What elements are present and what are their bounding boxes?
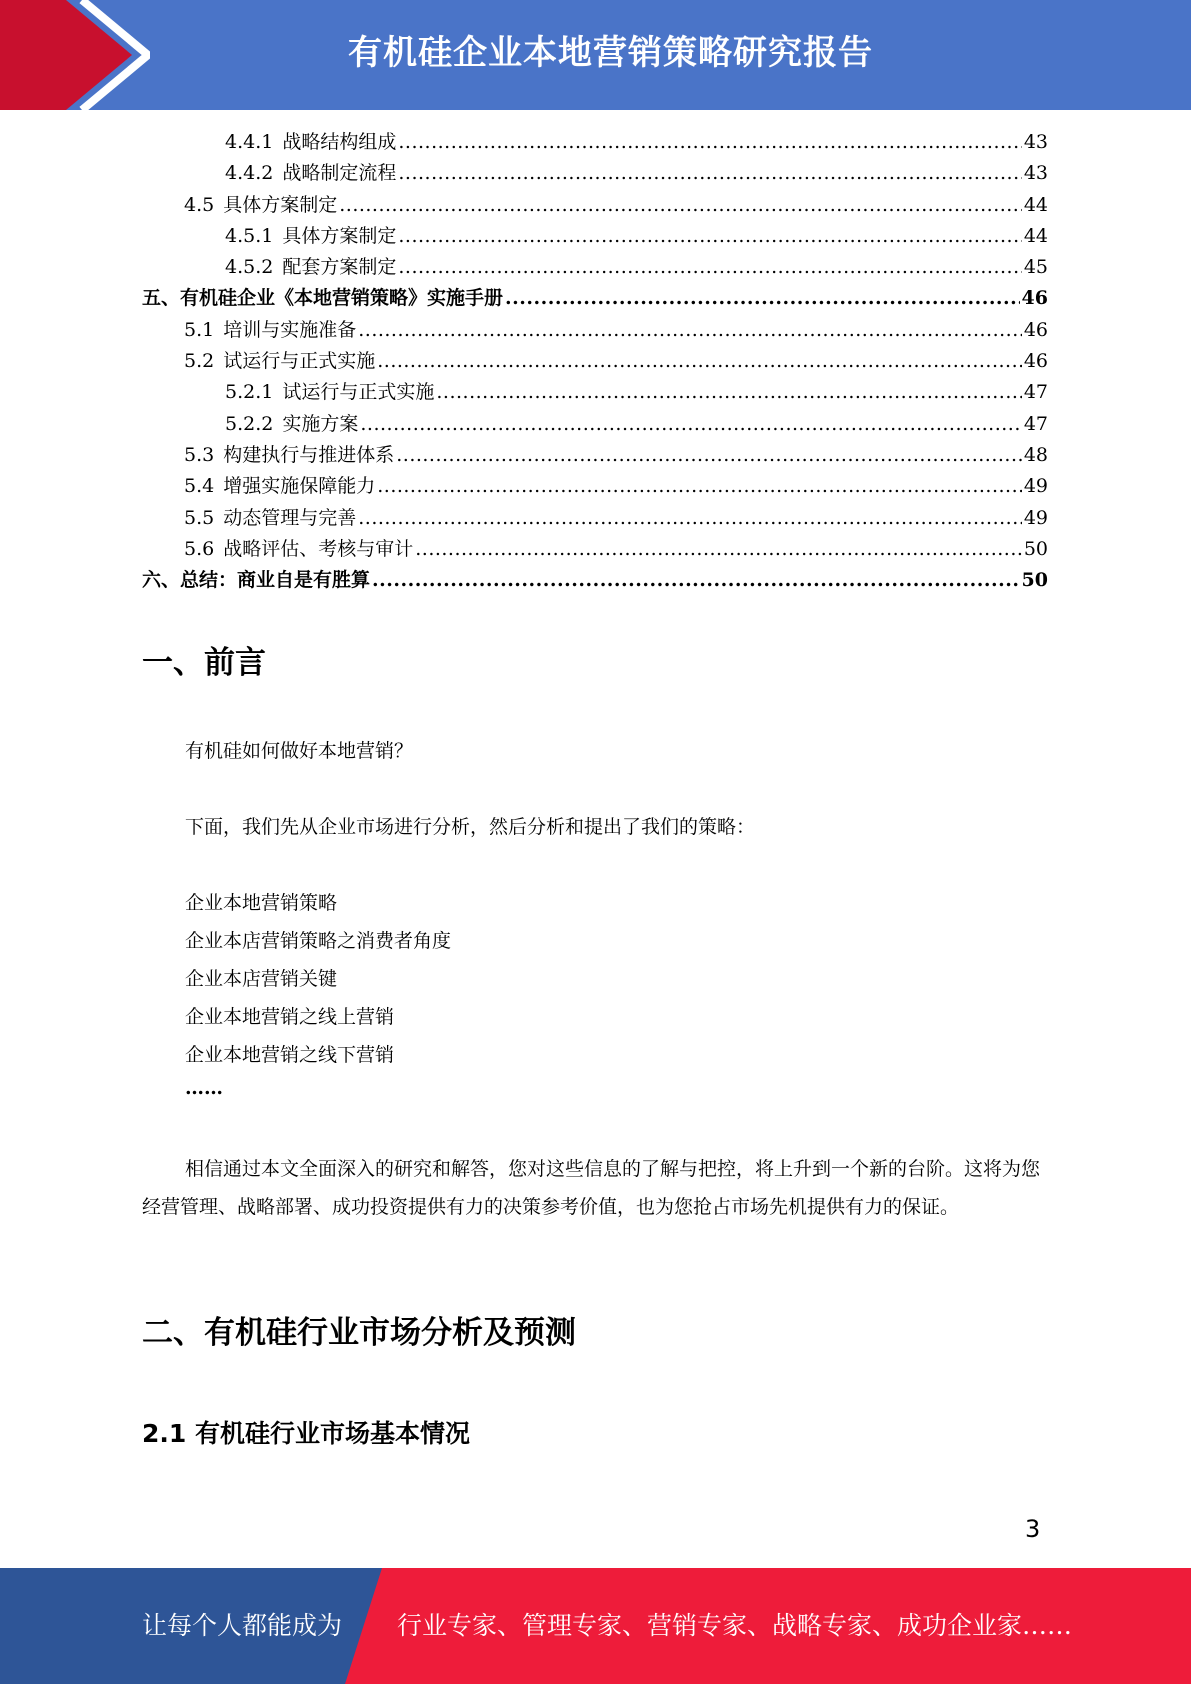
toc-entry-number: 4.5.2 <box>225 256 274 279</box>
toc-dot-leader <box>372 569 1020 591</box>
toc-entry-number: 4.4.1 <box>225 131 274 153</box>
toc-dot-leader <box>505 287 1020 309</box>
preface-intro: 下面，我们先从企业市场进行分析，然后分析和提出了我们的策略： <box>185 816 756 838</box>
toc-entry-number: 5.1 <box>184 318 215 341</box>
strategy-list <box>185 884 451 1102</box>
toc-entry-page: 49 <box>1023 506 1048 529</box>
toc-entry-number: 5.2.2 <box>225 412 274 435</box>
toc-entry[interactable] <box>142 440 1048 471</box>
toc-entry-page: 46 <box>1023 318 1048 341</box>
toc-entry-page: 43 <box>1023 131 1048 153</box>
toc-entry-number: 5.2.1 <box>225 381 274 404</box>
subsection-heading-2-1: 2.1 有机硅行业市场基本情况 <box>142 1419 470 1448</box>
list-item: 企业本店营销策略之消费者角度 <box>185 930 452 952</box>
toc-entry[interactable] <box>142 127 1048 158</box>
toc-entry-number: 4.5 <box>184 193 215 216</box>
preface-question: 有机硅如何做好本地营销？ <box>185 740 414 762</box>
toc-entry-page: 44 <box>1023 193 1048 216</box>
toc-entry-page: 45 <box>1023 256 1048 279</box>
footer-slogan-left: 让每个人都能成为 <box>142 1611 343 1640</box>
preface-closing-paragraph: 相信通过本文全面深入的研究和解答，您对这些信息的了解与把控，将上升到一个新的台阶。这将为您经营管理、战略部署、成功投资提供有力的决策参考价值，也为您抢占市场先机提供有力的保证。 <box>142 1158 1041 1218</box>
toc-entry-title: 具体方案制定 <box>223 193 338 216</box>
toc-entry-page: 47 <box>1023 381 1048 404</box>
toc-entry-page: 43 <box>1023 162 1048 185</box>
toc-entry-title: 培训与实施准备 <box>223 318 357 341</box>
toc-entry-title: 构建执行与推进体系 <box>223 443 395 466</box>
toc-entry[interactable] <box>142 158 1048 189</box>
section-heading-market-analysis: 二、有机硅行业市场分析及预测 <box>142 1315 576 1351</box>
toc-dot-leader <box>360 413 1021 435</box>
toc-entry-number: 5.4 <box>184 475 215 498</box>
toc-entry[interactable] <box>142 315 1048 346</box>
toc-entry-title: 试运行与正式实施 <box>223 350 376 373</box>
footer-slogan-right: 行业专家、管理专家、营销专家、战略专家、成功企业家…… <box>397 1611 1073 1640</box>
table-of-contents <box>142 127 1048 596</box>
section-heading-preface: 一、前言 <box>142 645 266 681</box>
toc-entry-title: 战略评估、考核与审计 <box>223 537 414 560</box>
toc-dot-leader <box>358 507 1022 529</box>
toc-dot-leader <box>377 350 1022 372</box>
toc-entry[interactable] <box>142 409 1048 440</box>
toc-entry-page: 48 <box>1023 443 1048 466</box>
list-item: 企业本地营销策略 <box>185 892 338 914</box>
toc-dot-leader <box>377 475 1022 497</box>
toc-entry[interactable] <box>142 565 1048 596</box>
header-red-arrow-decoration <box>0 0 150 110</box>
toc-entry-title: 试运行与正式实施 <box>282 381 435 404</box>
toc-entry-number: 4.4.2 <box>225 162 274 185</box>
list-item: 企业本店营销关键 <box>185 968 338 990</box>
toc-dot-leader <box>339 194 1022 216</box>
toc-entry-page: 44 <box>1023 224 1048 247</box>
toc-dot-leader <box>396 444 1022 466</box>
page-number: 3 <box>1025 1515 1041 1543</box>
list-ellipsis: …… <box>185 1077 223 1099</box>
toc-dot-leader <box>398 162 1021 184</box>
toc-entry-title: 战略制定流程 <box>282 162 397 185</box>
toc-entry-number: 5.5 <box>184 506 215 529</box>
toc-entry[interactable] <box>142 252 1048 283</box>
toc-dot-leader <box>415 538 1022 560</box>
toc-entry[interactable] <box>142 346 1048 377</box>
toc-dot-leader <box>398 256 1021 278</box>
toc-entry-number: 5.6 <box>184 537 215 560</box>
list-item: 企业本地营销之线上营销 <box>185 1006 395 1028</box>
toc-dot-leader <box>398 131 1021 153</box>
toc-dot-leader <box>436 381 1021 403</box>
toc-dot-leader <box>398 225 1021 247</box>
toc-entry-page: 46 <box>1021 287 1048 310</box>
toc-entry-page: 50 <box>1021 569 1048 592</box>
toc-entry-title: 战略结构组成 <box>282 131 397 153</box>
toc-entry[interactable] <box>142 190 1048 221</box>
toc-entry-title: 配套方案制定 <box>282 256 397 279</box>
list-item: 企业本地营销之线下营销 <box>185 1044 395 1066</box>
toc-entry-number: 4.5.1 <box>225 224 274 247</box>
page-header <box>0 0 1191 110</box>
toc-entry-number: 5.2 <box>184 350 215 373</box>
toc-entry[interactable] <box>142 377 1048 408</box>
toc-entry-page: 49 <box>1023 475 1048 498</box>
toc-entry-title: 动态管理与完善 <box>223 506 357 529</box>
toc-dot-leader <box>358 319 1022 341</box>
toc-entry-title: 六、总结：商业自是有胜算 <box>142 569 371 592</box>
toc-entry-page: 46 <box>1023 350 1048 373</box>
toc-entry-title: 实施方案 <box>282 412 359 435</box>
toc-entry[interactable] <box>142 471 1048 502</box>
toc-entry[interactable] <box>142 503 1048 534</box>
toc-entry[interactable] <box>142 283 1048 314</box>
toc-entry-title: 五、有机硅企业《本地营销策略》实施手册 <box>142 287 504 310</box>
toc-entry[interactable] <box>142 221 1048 252</box>
report-title: 有机硅企业本地营销策略研究报告 <box>348 33 873 73</box>
toc-entry[interactable] <box>142 534 1048 565</box>
toc-entry-number: 5.3 <box>184 443 215 466</box>
toc-entry-title: 具体方案制定 <box>282 224 397 247</box>
page-footer <box>0 1568 1191 1684</box>
toc-entry-title: 增强实施保障能力 <box>223 475 376 498</box>
toc-entry-page: 47 <box>1023 412 1048 435</box>
toc-entry-page: 50 <box>1023 537 1048 560</box>
